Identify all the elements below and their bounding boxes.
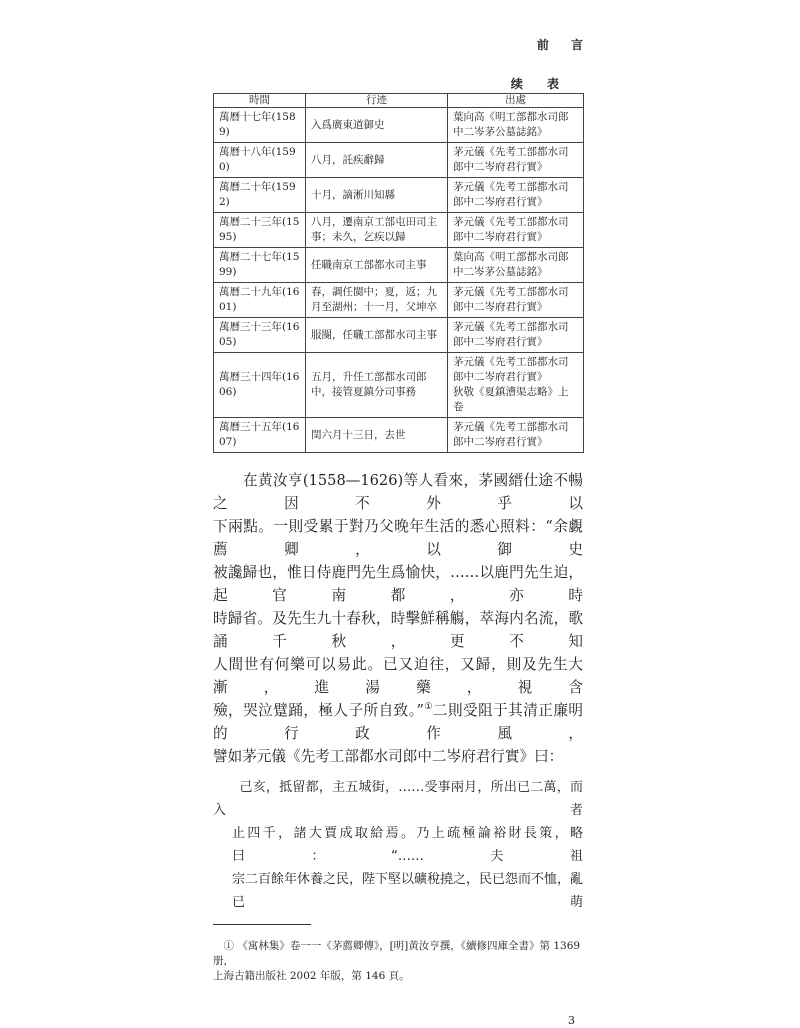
- table-row: [214, 418, 584, 453]
- quote-line: 止四千，諸大賈成取給焉。乃上疏極論裕財長策，略曰：“……夫祖: [232, 826, 583, 864]
- body-text-span: 殮，哭泣躄踊，極人子所自致。”: [213, 702, 424, 719]
- quote-line: 宗二百餘年休養之民，陛下堅以礦稅撓之，民已怨而不恤，亂已萌: [232, 872, 584, 910]
- cell-events: 任職南京工部都水司主事: [306, 248, 448, 283]
- cell-source: 茅元儀《先考工部都水司郎中二岑府君行實》 狄敬《夏鎮漕渠志略》上卷: [448, 353, 584, 418]
- cell-events: 五月，升任工部都水司郎中，接管夏鎮分司事務: [306, 353, 448, 418]
- header-events: 行迹: [306, 94, 448, 108]
- table-row: [214, 178, 584, 213]
- cell-events: 服闋，任職工部都水司主事: [306, 318, 448, 353]
- cell-source: 茅元儀《先考工部都水司郎中二岑府君行實》: [448, 318, 584, 353]
- quote-line: 己亥，抵留都，主五城街，……受事兩月，所出已二萬，而入者: [213, 780, 583, 818]
- footnote-line: 上海古籍出版社 2002 年版，第 146 頁。: [213, 970, 410, 982]
- footnote-line: ① 《寓林集》卷一一《茅薦卿傳》，[明]黄汝亨撰，《續修四庫全書》第 1369 册，: [213, 940, 581, 967]
- footnotes: [213, 939, 583, 984]
- cell-time: 萬曆三十四年(1606): [214, 353, 306, 418]
- body-line: 人間世有何樂可以易此。已又迫往，又歸，則及先生大漸，進湯藥，視含: [213, 656, 583, 696]
- running-head: 前 言: [536, 38, 592, 52]
- cell-events: 八月，遷南京工部屯田司主事；未久，乞疾以歸: [306, 213, 448, 248]
- cell-events: 入爲廣東道御史: [306, 108, 448, 143]
- table-header-row: [214, 94, 584, 108]
- cell-source: 茅元儀《先考工部都水司郎中二岑府君行實》: [448, 418, 584, 453]
- cell-time: 萬曆二十年(1592): [214, 178, 306, 213]
- cell-time: 萬曆三十五年(1607): [214, 418, 306, 453]
- table-row: [214, 283, 584, 318]
- cell-events: 閏六月十三日，去世: [306, 418, 448, 453]
- body-text-span: 二則受阻于其清正廉明的行政作風，: [213, 702, 583, 742]
- header-source: 出處: [448, 94, 584, 108]
- cell-time: 萬曆二十三年(1595): [214, 213, 306, 248]
- cell-time: 萬曆十七年(1589): [214, 108, 306, 143]
- body-text: [213, 469, 583, 768]
- footnote-rule: [213, 924, 311, 925]
- body-line: [213, 699, 583, 745]
- body-line: 下兩點。一則受累于對乃父晚年生活的悉心照料：“余覷薦卿，以御史: [213, 518, 583, 558]
- cell-time: 萬曆三十三年(1605): [214, 318, 306, 353]
- cell-source: 茅元儀《先考工部都水司郎中二岑府君行實》: [448, 283, 584, 318]
- body-line: 時歸省。及先生九十春秋，時擊鮮稱觴，萃海内名流，歌誦千秋，更不知: [213, 610, 583, 650]
- page-content: [213, 37, 592, 1028]
- table-row: [214, 248, 584, 283]
- footnote-reference[interactable]: ①: [423, 702, 433, 713]
- cell-source: 茅元儀《先考工部都水司郎中二岑府君行實》: [448, 178, 584, 213]
- header-time: 時間: [214, 94, 306, 108]
- page-number: 3: [568, 1014, 575, 1027]
- table-row: [214, 108, 584, 143]
- cell-events: 十月，謫淅川知縣: [306, 178, 448, 213]
- body-line: 在黄汝亨(1558—1626)等人看來，茅國縉仕途不暢之因不外乎以: [213, 472, 583, 512]
- cell-source: 葉向高《明工部都水司郎中二岑茅公墓誌銘》: [448, 108, 584, 143]
- cell-time: 萬曆二十九年(1601): [214, 283, 306, 318]
- table-row: [214, 143, 584, 178]
- cell-time: 萬曆十八年(1590): [214, 143, 306, 178]
- cell-source: 茅元儀《先考工部都水司郎中二岑府君行實》: [448, 213, 584, 248]
- chronology-table: [213, 93, 584, 453]
- table-caption: 续 表: [510, 77, 569, 91]
- cell-events: 八月，託疾辭歸: [306, 143, 448, 178]
- body-line: 被讒歸也，惟日侍鹿門先生爲愉快，……以鹿門先生迫，起官南都，亦時: [213, 564, 583, 604]
- cell-source: 葉向高《明工部都水司郎中二岑茅公墓誌銘》: [448, 248, 584, 283]
- block-quote: [213, 776, 583, 914]
- table-row: [214, 353, 584, 418]
- cell-events: 春，調任閩中；夏，返；九月至湖州；十一月，父坤卒: [306, 283, 448, 318]
- cell-time: 萬曆二十七年(1599): [214, 248, 306, 283]
- cell-source: 茅元儀《先考工部都水司郎中二岑府君行實》: [448, 143, 584, 178]
- body-line: 譬如茅元儀《先考工部都水司郎中二岑府君行實》曰：: [213, 748, 564, 765]
- table-row: [214, 213, 584, 248]
- table-row: [214, 318, 584, 353]
